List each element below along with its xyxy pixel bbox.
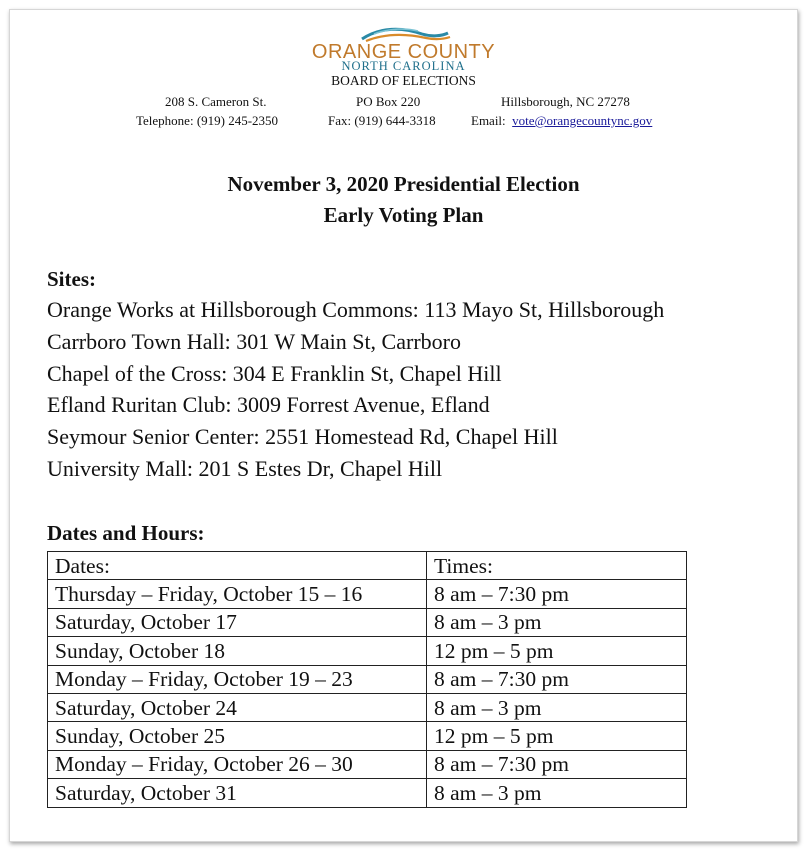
date-cell: Monday – Friday, October 26 – 30 [48,750,427,778]
site-item: University Mall: 201 S Estes Dr, Chapel Hill [47,456,443,481]
time-cell: 12 pm – 5 pm [427,722,687,750]
time-cell: 8 am – 3 pm [427,693,687,721]
fax: Fax: (919) 644-3318 [328,113,436,128]
site-item: Efland Ruritan Club: 3009 Forrest Avenue, Efland [47,392,490,417]
email-link[interactable]: vote@orangecountync.gov [512,113,653,128]
date-cell: Monday – Friday, October 19 – 23 [48,665,427,693]
date-cell: Saturday, October 17 [48,608,427,636]
city-state-zip: Hillsborough, NC 27278 [501,94,630,109]
table-row [48,750,687,778]
date-cell: Sunday, October 18 [48,637,427,665]
site-item: Carrboro Town Hall: 301 W Main St, Carrboro [47,329,461,354]
po-box: PO Box 220 [356,94,421,109]
date-cell: Sunday, October 25 [48,722,427,750]
table-row [48,779,687,807]
time-cell: 8 am – 7:30 pm [427,580,687,608]
table-row [48,722,687,750]
title-line-2: Early Voting Plan [323,203,484,227]
site-item: Orange Works at Hillsborough Commons: 113 Mayo St, Hillsborough [47,297,665,322]
time-cell: 8 am – 3 pm [427,779,687,807]
email-label: Email: [471,113,506,128]
time-cell: 8 am – 7:30 pm [427,750,687,778]
table-row [48,580,687,608]
site-item: Seymour Senior Center: 2551 Homestead Rd, Chapel Hill [47,424,558,449]
time-cell: 12 pm – 5 pm [427,637,687,665]
column-header-dates: Dates: [48,552,427,580]
document-page [9,9,798,842]
table-row [48,608,687,636]
date-cell: Saturday, October 24 [48,693,427,721]
site-item: Chapel of the Cross: 304 E Franklin St, Chapel Hill [47,361,502,386]
date-cell: Thursday – Friday, October 15 – 16 [48,580,427,608]
time-cell: 8 am – 7:30 pm [427,665,687,693]
county-name: ORANGE COUNTY [311,41,496,63]
title-line-1: November 3, 2020 Presidential Election [227,172,580,196]
table-header-row [48,552,687,580]
email-line [471,113,652,129]
street-address: 208 S. Cameron St. [165,94,267,109]
column-header-times: Times: [427,552,687,580]
time-cell: 8 am – 3 pm [427,608,687,636]
board-name: BOARD OF ELECTIONS [331,73,476,88]
dates-hours-heading: Dates and Hours: [47,521,205,545]
table-row [48,693,687,721]
date-cell: Saturday, October 31 [48,779,427,807]
telephone: Telephone: (919) 245-2350 [136,113,279,128]
state-name: NORTH CAROLINA [341,59,466,73]
table-row [48,637,687,665]
table-row [48,665,687,693]
sites-heading: Sites: [47,267,96,291]
hours-table [47,551,687,808]
